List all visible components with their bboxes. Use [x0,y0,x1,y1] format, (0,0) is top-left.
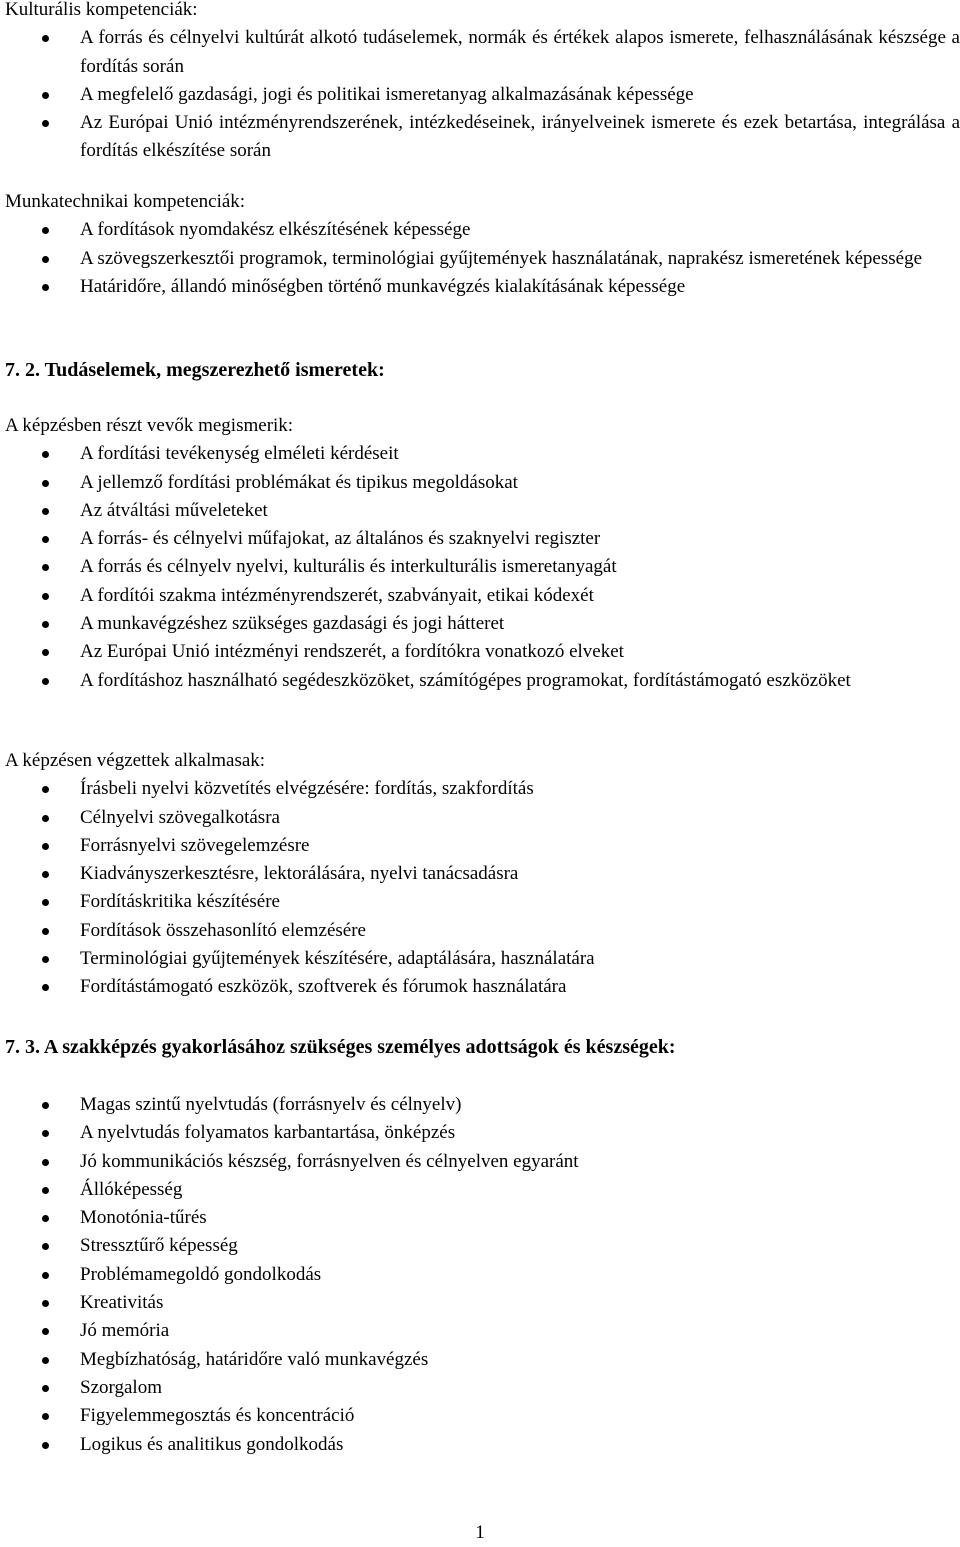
list-item: Jó kommunikációs készség, forrásnyelven és célnyelven egyaránt [5,1148,960,1176]
personal-skills-section [5,1091,960,1459]
section-7-2 [5,356,960,384]
list-item: Az Európai Unió intézményi rendszerét, a fordítókra vonatkozó elveket [5,638,960,666]
list-item: Terminológiai gyűjtemények készítésére, adaptálására, használatára [5,945,960,973]
list-item: Megbízhatóság, határidőre való munkavégzés [5,1346,960,1374]
list-item: A jellemző fordítási problémákat és tipikus megoldásokat [5,469,960,497]
work-technical-title: Munkatechnikai kompetenciák: [5,191,246,212]
list-item: A fordítások nyomdakész elkészítésének képessége [5,216,960,244]
list-item: Határidőre, állandó minőségben történő munkavégzés kialakításának képessége [5,273,960,301]
list-item: Az Európai Unió intézményrendszerének, intézkedéseinek, irányelveinek ismerete és ezek betartása, integrálása a fordítás elkészítése során [5,109,960,166]
list-item: Kreativitás [5,1289,960,1317]
learn-intro: A képzésben részt vevők megismerik: [5,415,294,436]
list-item: Jó memória [5,1317,960,1345]
list-item: A munkavégzéshez szükséges gazdasági és jogi hátteret [5,610,960,638]
capable-intro: A képzésen végzettek alkalmasak: [5,750,266,771]
list-item: Fordítástámogató eszközök, szoftverek és fórumok használatára [5,973,960,1001]
capable-list [5,775,960,1001]
cultural-competencies-section [5,0,960,166]
learn-section [5,412,960,695]
list-item: Figyelemmegosztás és koncentráció [5,1402,960,1430]
list-item: A szövegszerkesztői programok, terminológiai gyűjtemények használatának, naprakész ismeretének képessége [5,245,960,273]
work-technical-section [5,188,960,301]
list-item: Forrásnyelvi szövegelemzésre [5,832,960,860]
list-item: Fordításkritika készítésére [5,888,960,916]
list-item: Stressztűrő képesség [5,1232,960,1260]
list-item: A nyelvtudás folyamatos karbantartása, önképzés [5,1119,960,1147]
list-item: Problémamegoldó gondolkodás [5,1261,960,1289]
learn-list [5,440,960,695]
list-item: Állóképesség [5,1176,960,1204]
cultural-competencies-title: Kulturális kompetenciák: [5,0,198,20]
section-7-2-heading: 7. 2. Tudáselemek, megszerezhető ismeretek: [5,359,385,381]
list-item: A forrás és célnyelv nyelvi, kulturális és interkulturális ismeretanyagát [5,553,960,581]
list-item: Az átváltási műveleteket [5,497,960,525]
list-item: Célnyelvi szövegalkotásra [5,804,960,832]
list-item: A megfelelő gazdasági, jogi és politikai ismeretanyag alkalmazásának képessége [5,81,960,109]
list-item: Írásbeli nyelvi közvetítés elvégzésére: fordítás, szakfordítás [5,775,960,803]
capable-section [5,747,960,1002]
page-number: 1 [475,1522,485,1543]
cultural-competencies-list [5,24,960,165]
list-item: Logikus és analitikus gondolkodás [5,1431,960,1459]
list-item: Kiadványszerkesztésre, lektorálására, nyelvi tanácsadásra [5,860,960,888]
list-item: A forrás- és célnyelvi műfajokat, az általános és szaknyelvi regiszter [5,525,960,553]
work-technical-list [5,216,960,301]
list-item: A fordítói szakma intézményrendszerét, szabványait, etikai kódexét [5,582,960,610]
list-item: A fordításhoz használható segédeszközöket, számítógépes programokat, fordítástámogató eszközöket [5,667,960,695]
list-item: Szorgalom [5,1374,960,1402]
list-item: A fordítási tevékenység elméleti kérdéseit [5,440,960,468]
list-item: Magas szintű nyelvtudás (forrásnyelv és célnyelv) [5,1091,960,1119]
section-7-3 [5,1033,960,1061]
section-7-3-heading: 7. 3. A szakképzés gyakorlásához szükséges személyes adottságok és készségek: [5,1036,676,1058]
list-item: A forrás és célnyelvi kultúrát alkotó tudáselemek, normák és értékek alapos ismerete, felhasználásának készsége a fordítás során [5,24,960,81]
personal-skills-list [5,1091,960,1459]
list-item: Fordítások összehasonlító elemzésére [5,917,960,945]
list-item: Monotónia-tűrés [5,1204,960,1232]
